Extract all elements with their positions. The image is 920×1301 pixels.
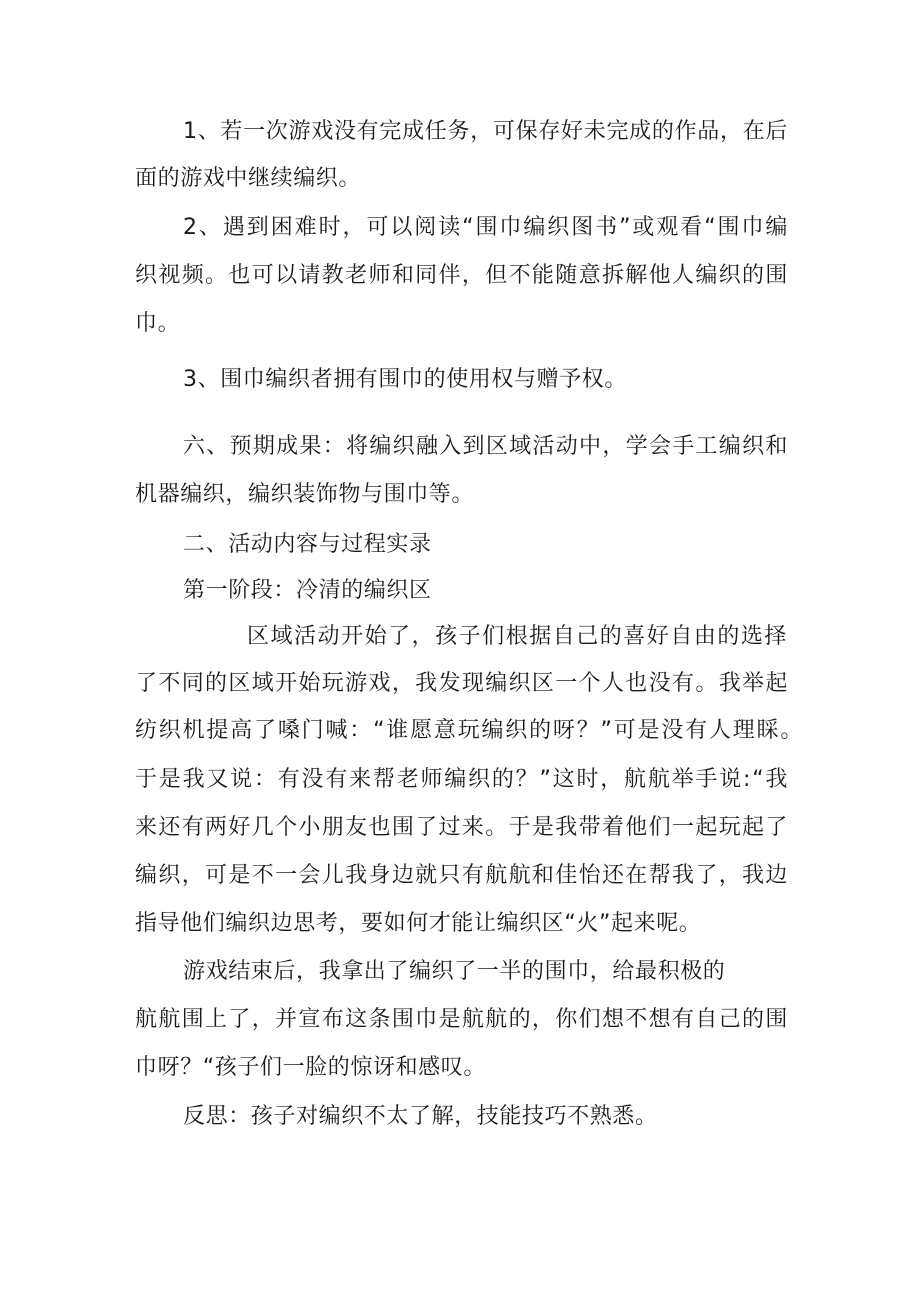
section-heading: 二、活动内容与过程实录 [183, 532, 432, 557]
rule-2-line-1: 2、遇到困难时，可以阅读“围巾编织图书”或观看“围巾编 [183, 215, 790, 240]
after-game-line-2: 航航围上了，并宣布这条围巾是航航的，你们想不想有自己的围 [135, 1007, 789, 1032]
rule-1-line-2: 面的游戏中继续编织。 [135, 166, 362, 191]
narrative-line-5: 来还有两好几个小朋友也围了过来。于是我带着他们一起玩起了 [135, 815, 789, 840]
after-game-line-1: 游戏结束后，我拿出了编织了一半的围巾，给最积极的 [183, 959, 726, 984]
narrative-line-4: 于是我又说：有没有来帮老师编织的？”这时，航航举手说:“我 [135, 767, 790, 792]
rule-2-line-2: 织视频。也可以请教老师和同伴，但不能随意拆解他人编织的围 [135, 263, 789, 288]
narrative-line-7: 指导他们编织边思考，要如何才能让编织区“火”起来呢。 [135, 911, 702, 936]
rule-1-line-1: 1、若一次游戏没有完成任务，可保存好未完成的作品，在后 [183, 119, 789, 144]
narrative-line-2: 了不同的区域开始玩游戏，我发现编织区一个人也没有。我举起 [135, 671, 789, 696]
narrative-line-6: 编织，可是不一会儿我身边就只有航航和佳怡还在帮我了，我边 [135, 863, 789, 888]
rule-2-line-3: 巾。 [135, 311, 181, 336]
expected-results-line-2: 机器编织，编织装饰物与围巾等。 [135, 482, 475, 507]
expected-results-line-1: 六、预期成果：将编织融入到区域活动中，学会手工编织和 [183, 434, 789, 459]
narrative-line-1: 区域活动开始了，孩子们根据自己的喜好自由的选择 [247, 624, 788, 649]
narrative-line-3: 纺织机提高了嗓门喊：“谁愿意玩编织的呀？”可是没有人理睬。 [135, 718, 805, 743]
reflection-line: 反思：孩子对编织不太了解，技能技巧不熟悉。 [183, 1104, 658, 1129]
after-game-line-3: 巾呀？“孩子们一脸的惊讶和感叹。 [135, 1055, 486, 1080]
rule-3-line-1: 3、围巾编织者拥有围巾的使用权与赠予权。 [183, 367, 627, 392]
phase-heading: 第一阶段：冷清的编织区 [183, 578, 432, 603]
